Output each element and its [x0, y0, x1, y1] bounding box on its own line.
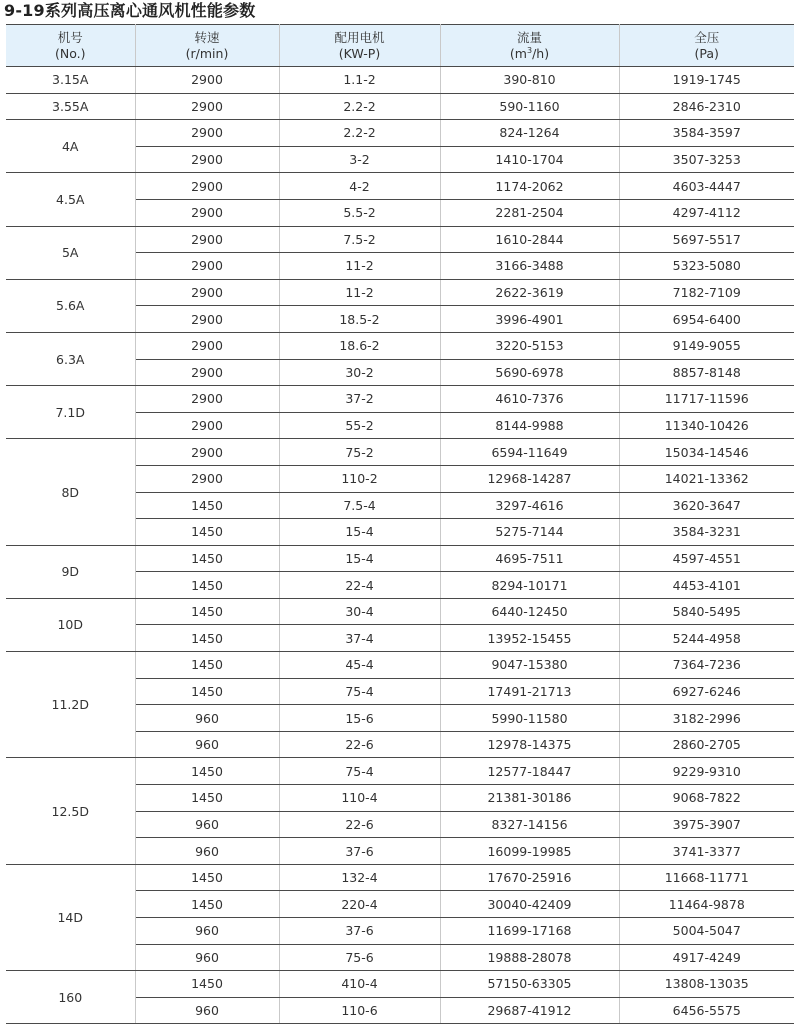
motor-cell: 11-2	[279, 279, 440, 306]
motor-cell: 30-4	[279, 598, 440, 625]
motor-cell: 37-6	[279, 918, 440, 945]
table-row	[6, 173, 794, 200]
flow-cell: 5990-11580	[440, 705, 619, 732]
motor-cell: 30-2	[279, 359, 440, 386]
pressure-cell: 6927-6246	[619, 678, 794, 705]
speed-cell: 2900	[135, 120, 279, 147]
motor-cell: 37-4	[279, 625, 440, 652]
model-cell: 5.6A	[6, 279, 135, 332]
motor-cell: 22-6	[279, 731, 440, 758]
flow-cell: 8294-10171	[440, 572, 619, 599]
table-row	[6, 864, 794, 891]
header-model-label: 机号	[57, 29, 83, 45]
flow-cell: 3996-4901	[440, 306, 619, 333]
table-row	[6, 758, 794, 785]
flow-cell: 57150-63305	[440, 971, 619, 998]
header-speed	[135, 25, 279, 67]
header-flow-unit-post: /h)	[532, 45, 550, 61]
model-cell: 3.15A	[6, 67, 135, 94]
speed-cell: 2900	[135, 173, 279, 200]
header-flow-unit-sup: 3	[526, 45, 533, 55]
flow-cell: 21381-30186	[440, 785, 619, 812]
pressure-cell: 11717-11596	[619, 386, 794, 413]
flow-cell: 3220-5153	[440, 332, 619, 359]
pressure-cell: 2846-2310	[619, 93, 794, 120]
pressure-cell: 7364-7236	[619, 652, 794, 679]
motor-cell: 1.1-2	[279, 67, 440, 94]
flow-cell: 6594-11649	[440, 439, 619, 466]
speed-cell: 2900	[135, 465, 279, 492]
speed-cell: 2900	[135, 386, 279, 413]
speed-cell: 960	[135, 944, 279, 971]
flow-cell: 1610-2844	[440, 226, 619, 253]
model-cell: 10D	[6, 598, 135, 651]
pressure-cell: 13808-13035	[619, 971, 794, 998]
flow-cell: 11699-17168	[440, 918, 619, 945]
header-flow	[440, 25, 619, 67]
header-flow-label: 流量	[516, 29, 542, 45]
table-row	[6, 545, 794, 572]
model-cell: 6.3A	[6, 332, 135, 385]
motor-cell: 75-4	[279, 758, 440, 785]
speed-cell: 1450	[135, 545, 279, 572]
pressure-cell: 1919-1745	[619, 67, 794, 94]
pressure-cell: 9068-7822	[619, 785, 794, 812]
speed-cell: 2900	[135, 253, 279, 280]
pressure-cell: 5323-5080	[619, 253, 794, 280]
header-motor-label: 配用电机	[334, 29, 385, 45]
speed-cell: 2900	[135, 332, 279, 359]
speed-cell: 2900	[135, 199, 279, 226]
speed-cell: 1450	[135, 652, 279, 679]
pressure-cell: 5004-5047	[619, 918, 794, 945]
motor-cell: 4-2	[279, 173, 440, 200]
header-pressure-unit: (Pa)	[694, 45, 719, 61]
flow-cell: 6440-12450	[440, 598, 619, 625]
motor-cell: 3-2	[279, 146, 440, 173]
speed-cell: 2900	[135, 67, 279, 94]
table-row	[6, 439, 794, 466]
header-model-unit: (No.)	[54, 45, 86, 61]
speed-cell: 2900	[135, 146, 279, 173]
motor-cell: 15-4	[279, 519, 440, 546]
table-header	[6, 25, 794, 67]
motor-cell: 37-2	[279, 386, 440, 413]
flow-cell: 17670-25916	[440, 864, 619, 891]
speed-cell: 1450	[135, 625, 279, 652]
pressure-cell: 4297-4112	[619, 199, 794, 226]
motor-cell: 22-6	[279, 811, 440, 838]
page-title: 9-19系列高压离心通风机性能参数	[4, 1, 256, 20]
pressure-cell: 4917-4249	[619, 944, 794, 971]
flow-cell: 4695-7511	[440, 545, 619, 572]
header-motor	[279, 25, 440, 67]
flow-cell: 19888-28078	[440, 944, 619, 971]
model-cell: 14D	[6, 864, 135, 970]
speed-cell: 1450	[135, 678, 279, 705]
motor-cell: 75-4	[279, 678, 440, 705]
motor-cell: 132-4	[279, 864, 440, 891]
model-cell: 3.55A	[6, 93, 135, 120]
model-cell: 5A	[6, 226, 135, 279]
speed-cell: 2900	[135, 439, 279, 466]
motor-cell: 75-6	[279, 944, 440, 971]
model-cell: 8D	[6, 439, 135, 545]
model-cell: 7.1D	[6, 386, 135, 439]
pressure-cell: 15034-14546	[619, 439, 794, 466]
flow-cell: 1410-1704	[440, 146, 619, 173]
table-row	[6, 652, 794, 679]
speed-cell: 960	[135, 811, 279, 838]
flow-cell: 3297-4616	[440, 492, 619, 519]
model-cell: 4A	[6, 120, 135, 173]
speed-cell: 2900	[135, 306, 279, 333]
table-row	[6, 598, 794, 625]
pressure-cell: 4453-4101	[619, 572, 794, 599]
table-row	[6, 279, 794, 306]
motor-cell: 55-2	[279, 412, 440, 439]
flow-cell: 12978-14375	[440, 731, 619, 758]
pressure-cell: 5244-4958	[619, 625, 794, 652]
table-row	[6, 386, 794, 413]
table-row	[6, 226, 794, 253]
flow-cell: 30040-42409	[440, 891, 619, 918]
header-flow-unit-pre: (m	[509, 45, 527, 61]
speed-cell: 1450	[135, 891, 279, 918]
motor-cell: 7.5-2	[279, 226, 440, 253]
model-cell: 9D	[6, 545, 135, 598]
table-body	[6, 67, 794, 1024]
motor-cell: 410-4	[279, 971, 440, 998]
motor-cell: 15-6	[279, 705, 440, 732]
pressure-cell: 3584-3231	[619, 519, 794, 546]
speed-cell: 960	[135, 997, 279, 1024]
speed-cell: 960	[135, 731, 279, 758]
flow-cell: 824-1264	[440, 120, 619, 147]
flow-cell: 2622-3619	[440, 279, 619, 306]
table-row	[6, 971, 794, 998]
table-row	[6, 67, 794, 94]
table-row	[6, 120, 794, 147]
pressure-cell: 3507-3253	[619, 146, 794, 173]
motor-cell: 75-2	[279, 439, 440, 466]
flow-cell: 2281-2504	[440, 199, 619, 226]
speed-cell: 1450	[135, 971, 279, 998]
header-model	[6, 25, 135, 67]
motor-cell: 15-4	[279, 545, 440, 572]
flow-cell: 17491-21713	[440, 678, 619, 705]
flow-cell: 1174-2062	[440, 173, 619, 200]
flow-cell: 3166-3488	[440, 253, 619, 280]
motor-cell: 18.6-2	[279, 332, 440, 359]
motor-cell: 110-6	[279, 997, 440, 1024]
pressure-cell: 5697-5517	[619, 226, 794, 253]
pressure-cell: 11668-11771	[619, 864, 794, 891]
pressure-cell: 3182-2996	[619, 705, 794, 732]
flow-cell: 4610-7376	[440, 386, 619, 413]
motor-cell: 2.2-2	[279, 120, 440, 147]
motor-cell: 2.2-2	[279, 93, 440, 120]
speed-cell: 2900	[135, 412, 279, 439]
pressure-cell: 4603-4447	[619, 173, 794, 200]
pressure-cell: 9149-9055	[619, 332, 794, 359]
speed-cell: 2900	[135, 93, 279, 120]
speed-cell: 1450	[135, 598, 279, 625]
motor-cell: 37-6	[279, 838, 440, 865]
header-pressure-label: 全压	[694, 29, 720, 45]
speed-cell: 2900	[135, 279, 279, 306]
performance-table	[6, 24, 794, 1024]
flow-cell: 29687-41912	[440, 997, 619, 1024]
speed-cell: 1450	[135, 519, 279, 546]
pressure-cell: 5840-5495	[619, 598, 794, 625]
flow-cell: 12968-14287	[440, 465, 619, 492]
pressure-cell: 2860-2705	[619, 731, 794, 758]
header-speed-unit: (r/min)	[185, 45, 229, 61]
table-row	[6, 332, 794, 359]
speed-cell: 1450	[135, 492, 279, 519]
speed-cell: 960	[135, 918, 279, 945]
flow-cell: 13952-15455	[440, 625, 619, 652]
header-speed-label: 转速	[194, 29, 220, 45]
motor-cell: 7.5-4	[279, 492, 440, 519]
pressure-cell: 14021-13362	[619, 465, 794, 492]
pressure-cell: 6954-6400	[619, 306, 794, 333]
speed-cell: 1450	[135, 572, 279, 599]
pressure-cell: 8857-8148	[619, 359, 794, 386]
motor-cell: 18.5-2	[279, 306, 440, 333]
model-cell: 12.5D	[6, 758, 135, 864]
flow-cell: 390-810	[440, 67, 619, 94]
pressure-cell: 3620-3647	[619, 492, 794, 519]
speed-cell: 1450	[135, 758, 279, 785]
pressure-cell: 11464-9878	[619, 891, 794, 918]
speed-cell: 2900	[135, 226, 279, 253]
motor-cell: 110-2	[279, 465, 440, 492]
motor-cell: 110-4	[279, 785, 440, 812]
pressure-cell: 4597-4551	[619, 545, 794, 572]
model-cell: 4.5A	[6, 173, 135, 226]
header-row	[6, 25, 794, 67]
speed-cell: 960	[135, 705, 279, 732]
motor-cell: 22-4	[279, 572, 440, 599]
flow-cell: 8327-14156	[440, 811, 619, 838]
header-pressure	[619, 25, 794, 67]
speed-cell: 1450	[135, 864, 279, 891]
header-motor-unit: (KW-P)	[338, 45, 381, 61]
model-cell: 11.2D	[6, 652, 135, 758]
pressure-cell: 7182-7109	[619, 279, 794, 306]
motor-cell: 5.5-2	[279, 199, 440, 226]
model-cell: 160	[6, 971, 135, 1024]
flow-cell: 8144-9988	[440, 412, 619, 439]
flow-cell: 16099-19985	[440, 838, 619, 865]
motor-cell: 220-4	[279, 891, 440, 918]
speed-cell: 2900	[135, 359, 279, 386]
pressure-cell: 9229-9310	[619, 758, 794, 785]
speed-cell: 1450	[135, 785, 279, 812]
motor-cell: 45-4	[279, 652, 440, 679]
motor-cell: 11-2	[279, 253, 440, 280]
pressure-cell: 3584-3597	[619, 120, 794, 147]
pressure-cell: 3741-3377	[619, 838, 794, 865]
flow-cell: 5275-7144	[440, 519, 619, 546]
table-row	[6, 93, 794, 120]
speed-cell: 960	[135, 838, 279, 865]
flow-cell: 9047-15380	[440, 652, 619, 679]
header-flow-unit	[441, 46, 619, 62]
pressure-cell: 6456-5575	[619, 997, 794, 1024]
pressure-cell: 3975-3907	[619, 811, 794, 838]
flow-cell: 5690-6978	[440, 359, 619, 386]
pressure-cell: 11340-10426	[619, 412, 794, 439]
flow-cell: 12577-18447	[440, 758, 619, 785]
flow-cell: 590-1160	[440, 93, 619, 120]
